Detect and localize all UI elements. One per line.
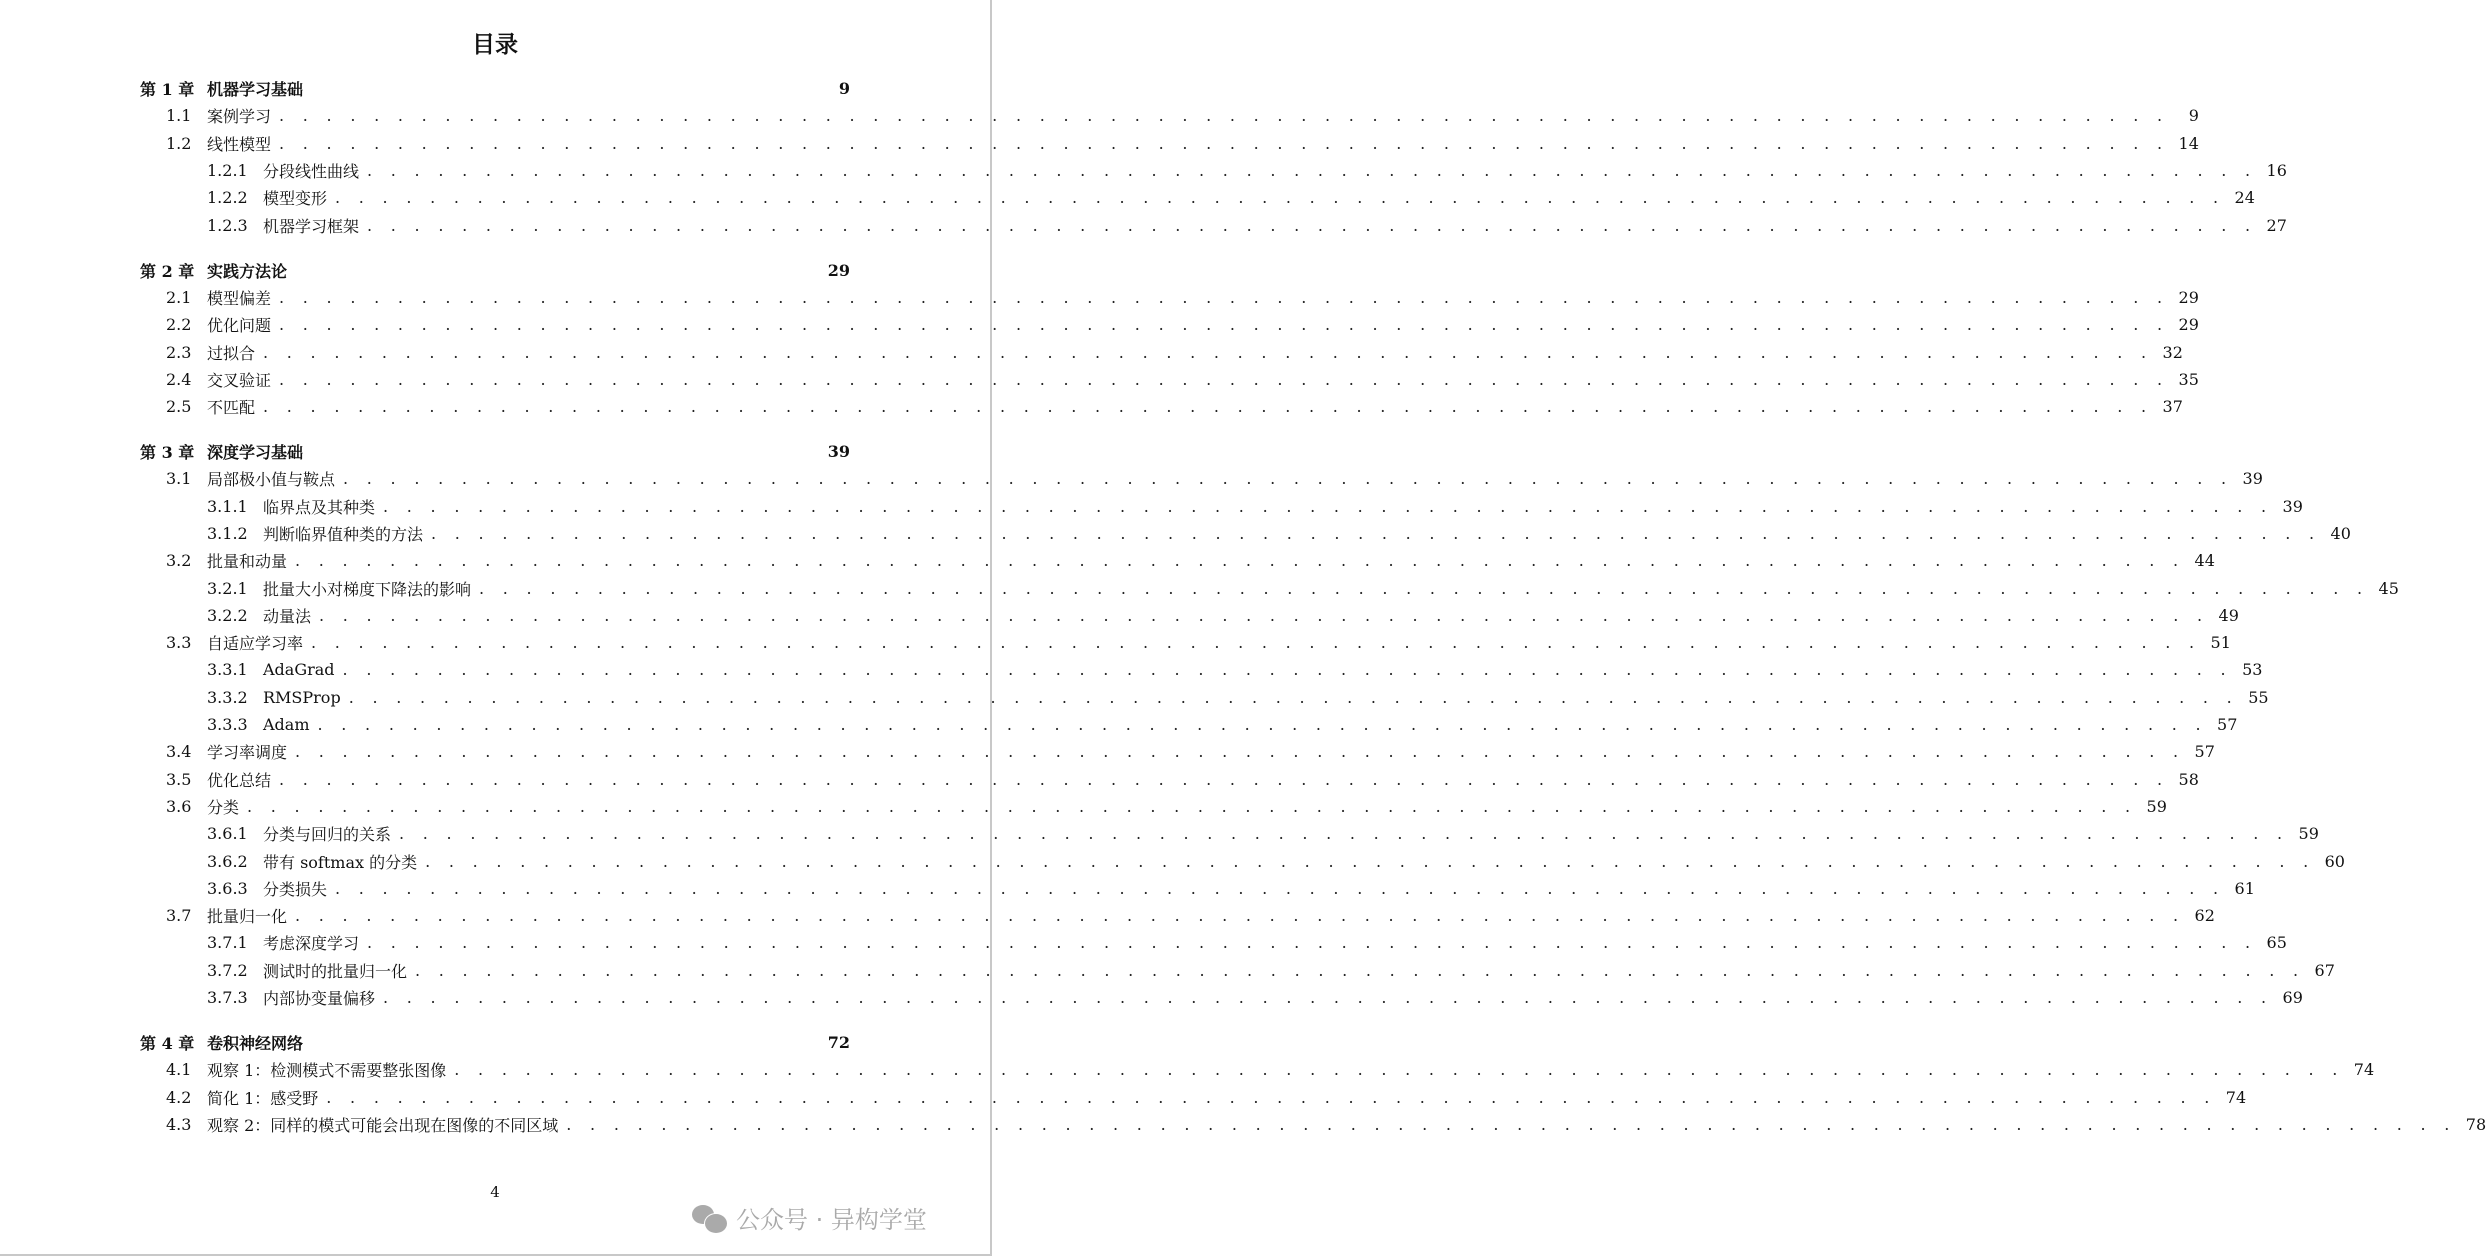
entry-number: 第 2 章 — [140, 261, 195, 281]
page-number: 4 — [490, 1183, 500, 1201]
entry-title: 观察 1：检测模式不需要整张图像 — [207, 1061, 447, 1081]
entry-page-number: 27 — [2266, 215, 2287, 235]
entry-page-number: 32 — [2162, 342, 2183, 362]
leader-dots: . . . . . . . . . . . . . . . . . . . . . . . . . . . . . . . . . . . . . . . . . . . . . . . . . . . . . . . . . . . . . . . . . . . . . . . . . . . . . . . . — [335, 878, 2225, 898]
entry-page-number: 35 — [2178, 369, 2199, 389]
leader-dots: . . . . . . . . . . . . . . . . . . . . . . . . . . . . . . . . . . . . . . . . . . . . . . . . . . . . . . . . . . . . . . . . . . . . . . . . . . . . . . . . — [319, 605, 2209, 625]
watermark — [692, 1200, 927, 1235]
entry-title: 简化 1：感受野 — [207, 1088, 319, 1108]
entry-page-number: 45 — [2378, 578, 2399, 598]
entry-page-number: 40 — [2330, 523, 2351, 543]
entry-number: 第 4 章 — [140, 1034, 195, 1053]
entry-page-number: 51 — [2210, 633, 2231, 653]
leader-dots: . . . . . . . . . . . . . . . . . . . . . . . . . . . . . . . . . . . . . . . . . . . . . . . . . . . . . . . . . . . . . . . . . . . . . . . . . . . . . . . . — [295, 742, 2185, 762]
leader-dots: . . . . . . . . . . . . . . . . . . . . . . . . . . . . . . . . . . . . . . . . . . . . . . . . . . . . . . . . . . . . . . . . . . . . . . . . . . . . . . . . — [342, 660, 2233, 680]
leader-dots: . . . . . . . . . . . . . . . . . . . . . . . . . . . . . . . . . . . . . . . . . . . . . . . . . . . . . . . . . . . . . . . . . . . . . . . . . . . . . . . . — [279, 315, 2169, 335]
toc-section-entry[interactable] — [140, 102, 2199, 129]
entry-title: 实践方法论 — [207, 261, 288, 281]
entry-title: 交叉验证 — [207, 370, 272, 390]
leader-dots: . . . . . . . . . . . . . . . . . . . . . . . . . . . . . . . . . . . . . . . . . . . . . . . . . . . . . . . . . . . . . . . . . . . . . . . . . . . . . . . . — [295, 551, 2185, 571]
toc-section-entry[interactable] — [140, 902, 2215, 929]
toc-section-entry[interactable] — [140, 130, 2199, 157]
entry-title: 批量归一化 — [207, 907, 288, 927]
entry-number: 3.6.1 — [207, 824, 248, 844]
entry-page-number: 61 — [2234, 878, 2255, 898]
toc-subsection-entry[interactable] — [140, 157, 2287, 184]
entry-number: 3.3.1 — [207, 660, 248, 680]
toc-chapter-entry[interactable] — [140, 1029, 850, 1056]
leader-dots: . . . . . . . . . . . . . . . . . . . . . . . . . . . . . . . . . . . . . . . . . . . . . . . . . . . . . . . . . . . . . . . . . . . . . . . . . . . . . . . . — [415, 960, 2305, 980]
leader-dots: . . . . . . . . . . . . . . . . . . . . . . . . . . . . . . . . . . . . . . . . . . . . . . . . . . . . . . . . . . . . . . . . . . . . . . . . . . . . . . . . — [279, 769, 2169, 789]
entry-title: AdaGrad — [263, 660, 335, 680]
entry-title: 深度学习基础 — [207, 443, 304, 463]
entry-page-number: 9 — [838, 79, 850, 99]
entry-page-number: 53 — [2242, 660, 2263, 680]
entry-number: 4.3 — [166, 1114, 192, 1134]
entry-page-number: 74 — [2225, 1087, 2247, 1107]
entry-title: 考虑深度学习 — [263, 934, 360, 954]
toc-subsection-entry[interactable] — [140, 820, 2319, 847]
leader-dots: . . . . . . . . . . . . . . . . . . . . . . . . . . . . . . . . . . . . . . . . . . . . . . . . . . . . . . . . . . . . . . . . . . . . . . . . . . . . . . . . — [263, 397, 2153, 417]
entry-number: 1.1 — [166, 106, 192, 126]
entry-number: 3.2.2 — [207, 605, 248, 625]
toc-subsection-entry[interactable] — [140, 184, 2255, 211]
entry-title: 测试时的批量归一化 — [263, 961, 408, 981]
entry-title: 优化问题 — [207, 316, 272, 336]
entry-page-number: 16 — [2266, 161, 2287, 181]
entry-number: 3.6 — [166, 796, 192, 816]
leader-dots: . . . . . . . . . . . . . . . . . . . . . . . . . . . . . . . . . . . . . . . . . . . . . . . . . . . . . . . . . . . . . . . . . . . . . . . . . . . . . . . . — [431, 523, 2321, 543]
toc-subsection-entry[interactable] — [140, 847, 2345, 874]
leader-dots: . . . . . . . . . . . . . . . . . . . . . . . . . . . . . . . . . . . . . . . . . . . . . . . . . . . . . . . . . . . . . . . . . . . . . . . . . . . . . . . . — [383, 988, 2273, 1008]
entry-title: 卷积神经网络 — [207, 1034, 304, 1053]
toc-subsection-entry[interactable] — [140, 602, 2239, 629]
entry-number: 3.1 — [166, 469, 192, 489]
leader-dots: . . . . . . . . . . . . . . . . . . . . . . . . . . . . . . . . . . . . . . . . . . . . . . . . . . . . . . . . . . . . . . . . . . . . . . . . . . . . . . . . — [326, 1087, 2217, 1107]
entry-page-number: 59 — [2298, 824, 2319, 844]
entry-page-number: 29 — [2178, 315, 2199, 335]
entry-title: 线性模型 — [207, 134, 272, 154]
leader-dots: . . . . . . . . . . . . . . . . . . . . . . . . . . . . . . . . . . . . . . . . . . . . . . . . . . . . . . . . . . . . . . . . . . . . . . . . . . . . . . . . — [343, 469, 2233, 489]
toc-chapter-entry[interactable] — [140, 438, 850, 465]
toc-chapter-entry[interactable] — [140, 256, 850, 283]
toc-subsection-entry[interactable] — [140, 520, 2351, 547]
entry-title: 判断临界值种类的方法 — [263, 524, 424, 544]
entry-page-number: 14 — [2178, 133, 2199, 153]
leader-dots: . . . . . . . . . . . . . . . . . . . . . . . . . . . . . . . . . . . . . . . . . . . . . . . . . . . . . . . . . . . . . . . . . . . . . . . . . . . . . . . . — [335, 188, 2225, 208]
entry-page-number: 62 — [2194, 906, 2215, 926]
entry-page-number: 69 — [2282, 988, 2303, 1008]
entry-title: 分类 — [207, 797, 240, 817]
leader-dots: . . . . . . . . . . . . . . . . . . . . . . . . . . . . . . . . . . . . . . . . . . . . . . . . . . . . . . . . . . . . . . . . . . . . . . . . . . . . . . . . — [279, 133, 2169, 153]
entry-title: 动量法 — [263, 606, 312, 626]
entry-number: 3.3.2 — [207, 687, 248, 707]
toc-subsection-entry[interactable] — [140, 957, 2335, 984]
entry-page-number: 67 — [2314, 960, 2335, 980]
leader-dots: . . . . . . . . . . . . . . . . . . . . . . . . . . . . . . . . . . . . . . . . . . . . . . . . . . . . . . . . . . . . . . . . . . . . . . . . . . . . . . . . — [279, 106, 2169, 126]
leader-dots: . . . . . . . . . . . . . . . . . . . . . . . . . . . . . . . . . . . . . . . . . . . . . . . . . . . . . . . . . . . . . . . . . . . . . . . . . . . . . . . . — [317, 715, 2208, 735]
entry-title: 机器学习框架 — [263, 216, 360, 236]
entry-number: 3.7.2 — [207, 960, 248, 980]
leader-dots: . . . . . . . . . . . . . . . . . . . . . . . . . . . . . . . . . . . . . . . . . . . . . . . . . . . . . . . . . . . . . . . . . . . . . . . . . . . . . . . . — [247, 796, 2137, 816]
entry-number: 3.1.1 — [207, 496, 248, 516]
entry-title: 内部协变量偏移 — [263, 989, 376, 1009]
entry-number: 3.2.1 — [207, 578, 248, 598]
entry-page-number: 29 — [827, 260, 850, 280]
toc-subsection-entry[interactable] — [140, 574, 2399, 601]
entry-title: 分段线性曲线 — [263, 162, 360, 182]
entry-title: Adam — [263, 715, 310, 735]
entry-number: 2.4 — [166, 369, 192, 389]
leader-dots: . . . . . . . . . . . . . . . . . . . . . . . . . . . . . . . . . . . . . . . . . . . . . . . . . . . . . . . . . . . . . . . . . . . . . . . . . . . . . . . . — [383, 496, 2273, 516]
entry-page-number: 9 — [2188, 106, 2199, 126]
entry-page-number: 57 — [2194, 742, 2215, 762]
entry-title: 局部极小值与鞍点 — [207, 470, 336, 490]
leader-dots: . . . . . . . . . . . . . . . . . . . . . . . . . . . . . . . . . . . . . . . . . . . . . . . . . . . . . . . . . . . . . . . . . . . . . . . . . . . . . . . . — [263, 342, 2153, 362]
leader-dots: . . . . . . . . . . . . . . . . . . . . . . . . . . . . . . . . . . . . . . . . . . . . . . . . . . . . . . . . . . . . . . . . . . . . . . . . . . . . . . . . — [367, 215, 2257, 235]
entry-title: 不匹配 — [207, 398, 256, 418]
entry-title: 模型变形 — [263, 189, 328, 209]
toc-chapter-entry[interactable] — [140, 75, 850, 102]
leader-dots: . . . . . . . . . . . . . . . . . . . . . . . . . . . . . . . . . . . . . . . . . . . . . . . . . . . . . . . . . . . . . . . . . . . . . . . . . . . . . . . . — [367, 161, 2257, 181]
toc-section-entry[interactable] — [140, 793, 2167, 820]
entry-title: 自适应学习率 — [207, 634, 304, 654]
entry-number: 3.1.2 — [207, 523, 248, 543]
entry-number: 1.2.1 — [207, 161, 248, 181]
entry-number: 3.7 — [166, 906, 192, 926]
entry-number: 3.2 — [166, 551, 192, 571]
leader-dots: . . . . . . . . . . . . . . . . . . . . . . . . . . . . . . . . . . . . . . . . . . . . . . . . . . . . . . . . . . . . . . . . . . . . . . . . . . . . . . . . — [348, 687, 2239, 707]
entry-page-number: 37 — [2162, 397, 2183, 417]
entry-page-number: 59 — [2146, 796, 2167, 816]
entry-number: 4.1 — [166, 1060, 192, 1080]
entry-title: 过拟合 — [207, 343, 256, 363]
entry-number: 2.1 — [166, 287, 192, 307]
entry-number: 1.2 — [166, 133, 192, 153]
toc-subsection-entry[interactable] — [140, 684, 2269, 711]
entry-title: 模型偏差 — [207, 288, 272, 308]
toc-section-entry[interactable] — [140, 547, 2215, 574]
entry-page-number: 55 — [2248, 687, 2269, 707]
entry-title: 机器学习基础 — [207, 80, 304, 100]
leader-dots: . . . . . . . . . . . . . . . . . . . . . . . . . . . . . . . . . . . . . . . . . . . . . . . . . . . . . . . . . . . . . . . . . . . . . . . . . . . . . . . . — [454, 1060, 2345, 1080]
entry-title: 分类与回归的关系 — [263, 825, 392, 845]
toc-section-entry[interactable] — [140, 311, 2199, 338]
entry-page-number: 57 — [2217, 715, 2238, 735]
leader-dots: . . . . . . . . . . . . . . . . . . . . . . . . . . . . . . . . . . . . . . . . . . . . . . . . . . . . . . . . . . . . . . . . . . . . . . . . . . . . . . . . — [311, 633, 2201, 653]
entry-number: 1.2.3 — [207, 215, 248, 235]
toc-section-entry[interactable] — [140, 766, 2199, 793]
entry-page-number: 74 — [2353, 1060, 2375, 1080]
entry-number: 3.5 — [166, 769, 192, 789]
entry-page-number: 24 — [2234, 188, 2255, 208]
entry-title: 学习率调度 — [207, 743, 288, 763]
toc-section-entry[interactable] — [140, 1083, 2247, 1110]
entry-number: 3.3 — [166, 633, 192, 653]
toc-subsection-entry[interactable] — [140, 493, 2303, 520]
entry-number: 3.3.3 — [207, 715, 248, 735]
entry-page-number: 78 — [2465, 1114, 2486, 1134]
toc-subsection-entry[interactable] — [140, 929, 2287, 956]
leader-dots: . . . . . . . . . . . . . . . . . . . . . . . . . . . . . . . . . . . . . . . . . . . . . . . . . . . . . . . . . . . . . . . . . . . . . . . . . . . . . . . . — [399, 824, 2289, 844]
wechat-icon — [692, 1203, 728, 1233]
entry-page-number: 65 — [2266, 933, 2287, 953]
table-of-contents — [140, 75, 2486, 1138]
entry-title: RMSProp — [263, 687, 341, 707]
entry-number: 2.3 — [166, 342, 192, 362]
toc-section-entry[interactable] — [140, 1111, 2486, 1138]
entry-page-number: 49 — [2218, 605, 2239, 625]
leader-dots: . . . . . . . . . . . . . . . . . . . . . . . . . . . . . . . . . . . . . . . . . . . . . . . . . . . . . . . . . . . . . . . . . . . . . . . . . . . . . . . . — [295, 906, 2185, 926]
watermark-text: 公众号 · 异构学堂 — [736, 1206, 927, 1234]
entry-number: 3.4 — [166, 742, 192, 762]
entry-page-number: 39 — [2242, 469, 2263, 489]
toc-subsection-entry[interactable] — [140, 984, 2303, 1011]
toc-subsection-entry[interactable] — [140, 656, 2263, 683]
toc-section-entry[interactable] — [140, 465, 2263, 492]
entry-page-number: 58 — [2178, 769, 2199, 789]
entry-number: 2.2 — [166, 315, 192, 335]
toc-section-entry[interactable] — [140, 338, 2183, 365]
toc-section-entry[interactable] — [140, 629, 2231, 656]
entry-number: 1.2.2 — [207, 188, 248, 208]
entry-page-number: 39 — [827, 442, 850, 462]
entry-page-number: 39 — [2282, 496, 2303, 516]
toc-section-entry[interactable] — [140, 393, 2183, 420]
entry-title: 优化总结 — [207, 770, 272, 790]
entry-title: 分类损失 — [263, 879, 328, 899]
entry-number: 4.2 — [166, 1087, 192, 1107]
entry-title: 批量大小对梯度下降法的影响 — [263, 579, 472, 599]
leader-dots: . . . . . . . . . . . . . . . . . . . . . . . . . . . . . . . . . . . . . . . . . . . . . . . . . . . . . . . . . . . . . . . . . . . . . . . . . . . . . . . . — [479, 578, 2369, 598]
toc-title: 目录 — [472, 31, 518, 58]
entry-title: 批量和动量 — [207, 552, 288, 572]
entry-number: 3.7.1 — [207, 933, 248, 953]
leader-dots: . . . . . . . . . . . . . . . . . . . . . . . . . . . . . . . . . . . . . . . . . . . . . . . . . . . . . . . . . . . . . . . . . . . . . . . . . . . . . . . . — [566, 1114, 2457, 1134]
leader-dots: . . . . . . . . . . . . . . . . . . . . . . . . . . . . . . . . . . . . . . . . . . . . . . . . . . . . . . . . . . . . . . . . . . . . . . . . . . . . . . . . — [425, 851, 2315, 871]
entry-title: 临界点及其种类 — [263, 497, 376, 517]
entry-page-number: 29 — [2178, 287, 2199, 307]
entry-page-number: 72 — [827, 1033, 850, 1052]
leader-dots: . . . . . . . . . . . . . . . . . . . . . . . . . . . . . . . . . . . . . . . . . . . . . . . . . . . . . . . . . . . . . . . . . . . . . . . . . . . . . . . . — [279, 369, 2169, 389]
entry-number: 第 1 章 — [140, 80, 195, 100]
toc-subsection-entry[interactable] — [140, 875, 2255, 902]
toc-subsection-entry[interactable] — [140, 211, 2287, 238]
toc-subsection-entry[interactable] — [140, 711, 2238, 738]
entry-title: 案例学习 — [207, 107, 272, 127]
leader-dots: . . . . . . . . . . . . . . . . . . . . . . . . . . . . . . . . . . . . . . . . . . . . . . . . . . . . . . . . . . . . . . . . . . . . . . . . . . . . . . . . — [279, 287, 2169, 307]
toc-section-entry[interactable] — [140, 1056, 2375, 1083]
entry-title: 观察 2：同样的模式可能会出现在图像的不同区域 — [207, 1115, 559, 1135]
entry-page-number: 60 — [2324, 851, 2345, 871]
entry-number: 3.7.3 — [207, 988, 248, 1008]
toc-section-entry[interactable] — [140, 738, 2215, 765]
toc-section-entry[interactable] — [140, 284, 2199, 311]
entry-number: 第 3 章 — [140, 443, 195, 463]
entry-number: 3.6.2 — [207, 851, 248, 871]
toc-section-entry[interactable] — [140, 366, 2199, 393]
entry-page-number: 44 — [2194, 551, 2215, 571]
entry-number: 2.5 — [166, 397, 192, 417]
entry-title: 带有 softmax 的分类 — [263, 852, 418, 872]
entry-number: 3.6.3 — [207, 878, 248, 898]
leader-dots: . . . . . . . . . . . . . . . . . . . . . . . . . . . . . . . . . . . . . . . . . . . . . . . . . . . . . . . . . . . . . . . . . . . . . . . . . . . . . . . . — [367, 933, 2257, 953]
